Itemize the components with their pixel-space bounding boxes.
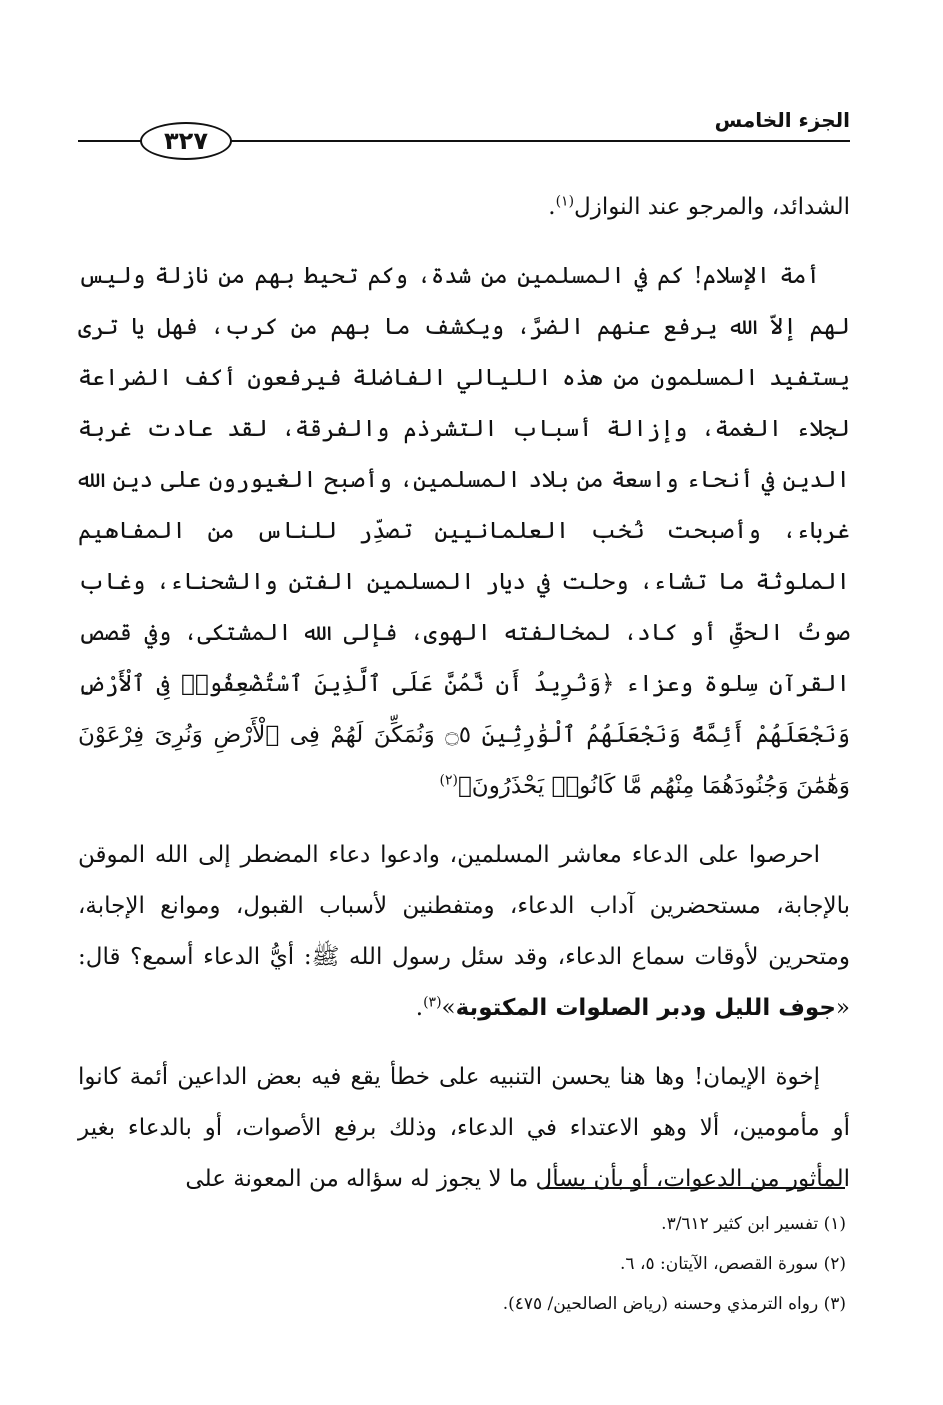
paragraph-text: احرصوا على الدعاء معاشر المسلمين، وادعوا دعاء المضطر إلى الله الموقن بالإجابة، مستحضرين آداب الدعاء، ومتفطنين لأسباب القبول، وموانع الإجابة، ومتحرين لأوقات سماع الدعاء، وقد سئل رسول الله ﷺ: أيُّ الدعاء أسمع؟ قال: « [78,842,850,1021]
footnote-3: (٣) رواه الترمذي وحسنه (رياض الصالحين/ ٤٧٥). [502,1294,846,1314]
paragraph-text: أمة الإسلام! كم في المسلمين من شدة، وكم تحيط بهم من نازلة وليس لهم إلاّ الله يرفع عنهم الضرَّ، ويكشف ما بهم من كرب، فهل يا ترى يستفيد المسلمون من هذه الليالي الفاضلة فيرفعون أكف الضراعة لجلاء الغمة، وإزالة أسباب التشرذم والفرقة، لقد عادت غربة الدين في أنحاء واسعة من بلاد المسلمين، وأصبح الغيورون على دين الله غرباء، وأصبحت نُخب العلمانيين تصدِّر للناس من المفاهيم الملوثة ما تشاء، وحلت في ديار المسلمين الفتن والشحناء، وغاب صوتُ الحقِّ أو كاد، لمخالفته الهوى، فإلى الله المشتكى، وفي قصص القرآن سِلوة وعزاء [78,263,850,697]
paragraph-text: إخوة الإيمان! وها هنا يحسن التنبيه على خطأ يقع فيه بعض الداعين أئمة كانوا أو مأمومين، ألا وهو الاعتداء في الدعاء، وذلك برفع الأصوات، أو بالدعاء بغير المأثور من الدعوات، أو بأن يسأل ما لا يجوز له سؤاله من المعونة على [78,1064,850,1192]
page-header [78,100,850,170]
paragraph-2 [78,251,850,812]
paragraph-text: . [415,995,424,1021]
paragraph-1 [78,182,850,233]
paragraph-4 [78,1052,850,1205]
paragraph-text: » [441,995,456,1021]
footnote-marker: (٣) [423,994,442,1011]
paragraph-text: . [548,194,556,220]
running-head: الجزء الخامس [714,108,850,132]
footnote-marker: (٢) [439,772,458,789]
footnote-2: (٢) سورة القصص، الآيتان: ٥، ٦. [620,1254,846,1274]
hadith-quote: جوف الليل ودبر الصلوات المكتوبة [455,995,836,1021]
main-text [78,182,850,1205]
paragraph-3 [78,830,850,1034]
footnote-1: (١) تفسير ابن كثير ٣/٦١٢. [661,1214,846,1234]
page-number: ٣٢٧ [140,122,232,160]
footnote-marker: (١) [555,193,575,210]
footnote-separator [545,1187,845,1189]
footnotes [78,1204,846,1324]
quran-verse: ﴿وَنُرِيدُ أَن نَّمُنَّ عَلَى ٱلَّذِينَ ٱسْتُضْعِفُوا۟ فِى ٱلْأَرْضِ وَنَجْعَلَهُمْ أَئِمَّةً وَنَجْعَلَهُمُ ٱلْوَٰرِثِينَ ۝٥ وَنُمَكِّنَ لَهُمْ فِى ٱلْأَرْضِ وَنُرِىَ فِرْعَوْنَ وَهَٰمَٰنَ وَجُنُودَهُمَا مِنْهُم مَّا كَانُوا۟ يَحْذَرُونَ﴾ [78,671,850,799]
paragraph-text: الشدائد، والمرجو عند النوازل [574,194,850,220]
